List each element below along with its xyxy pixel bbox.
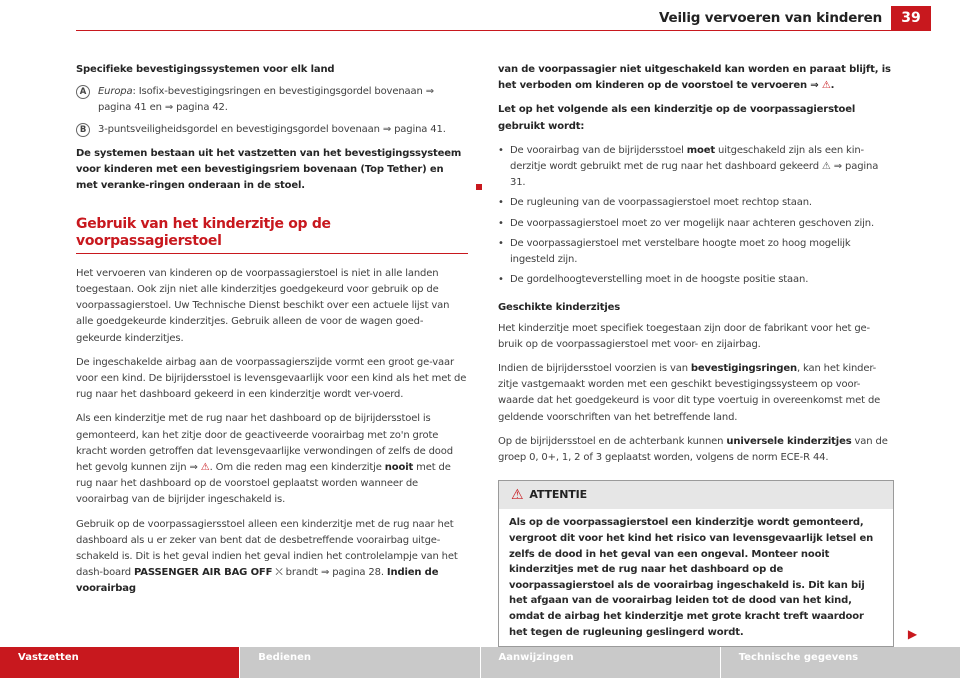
header-rule	[76, 30, 931, 31]
left-column	[76, 40, 468, 606]
item-text: 3-puntsveiligheidsgordel en bevestigingsgordel bovenaan ⇒ pagina 41.	[98, 123, 446, 135]
bullet-icon: •	[498, 217, 504, 229]
tab-bedienen[interactable]: Bedienen	[240, 647, 480, 678]
paragraph	[76, 411, 468, 508]
text-run-bold: PASSENGER AIR BAG OFF	[134, 567, 273, 579]
warning-icon[interactable]: ⚠	[821, 161, 831, 173]
text-run: . Om die reden mag een kinderzitje	[209, 462, 385, 474]
bullet-item	[498, 216, 894, 232]
paragraph	[498, 434, 894, 466]
paragraph: Het vervoeren van kinderen op de voorpassagierstoel is niet in alle landen toegestaan. Ook zijn niet alle kinderzitjes goedgekeurd voor gebruik op de voorpassagierstoel. Uw Technische Dienst beschikt over een actuele lijst van alle goedgekeurde kinderzitjes. Gebruik alleen de voor de wagen goed-gekeurde kinderzitjes.	[76, 267, 450, 344]
tab-vastzetten[interactable]: Vastzetten	[0, 647, 240, 678]
paragraph-bold	[498, 62, 894, 94]
letter-a-icon: A	[76, 85, 90, 99]
text-run-bold: nooit	[384, 462, 414, 474]
list-item-a	[76, 84, 468, 116]
list-item-text	[98, 84, 468, 116]
text-run-bold: universele kinderzitjes	[726, 435, 852, 447]
bullet-item	[498, 236, 894, 268]
text-run: met de rug naar het dashboard op de voorstoel geplaatst worden wanneer de voorairbag van de bijrijder ingeschakeld is.	[76, 462, 451, 506]
attention-box	[498, 480, 917, 647]
text-run: Gebruik op de voorpassagiersstoel alleen een kinderzitje met de rug naar het dashboard als u er zeker van bent dat de desbetreffende voorairbag uitge-schakeld is. Dit is het geval indien het geval indien het controlelampje van het dash-board	[76, 518, 458, 579]
airbag-off-icon: ⛌	[275, 567, 283, 579]
tab-aanwijzingen[interactable]: Aanwijzingen	[481, 647, 721, 678]
bullet-icon: •	[498, 144, 504, 156]
bullet-text: De voorpassagierstoel moet zo ver mogelijk naar achteren geschoven zijn.	[510, 217, 875, 229]
list-item-b	[76, 122, 468, 138]
bullet-icon: •	[498, 237, 504, 249]
paragraph	[498, 361, 894, 426]
bullet-item	[498, 272, 894, 288]
text-run: Indien de bijrijdersstoel voorzien is van	[498, 363, 691, 375]
bullet-icon: •	[498, 274, 504, 286]
attention-header	[499, 481, 893, 509]
sub-heading: Geschikte kinderzitjes	[498, 302, 621, 314]
continue-arrow-icon[interactable]: ▶	[907, 627, 917, 642]
section-title: Gebruik van het kinderzitje op de voorpassagierstoel	[76, 216, 468, 253]
text-run: uitgeschakeld zijn als een kin-derzitje wordt gebruikt met de rug naar het dashboard gekeerd	[510, 144, 864, 173]
bullet-text	[510, 143, 894, 192]
text-run-bold: van de voorpassagier niet uitgeschakeld kan worden en paraat blijft, is het verboden om kinderen op de voorstoel te vervoeren ⇒	[498, 64, 891, 92]
letter-b-icon: B	[76, 123, 90, 137]
text-run: Als een kinderzitje met de rug naar het dashboard op de bijrijdersstoel is gemonteerd, kan het zitje door de geactiveerde voorairbag met zo'n grote kracht worden getroffen dat levensgevaarlijke verwondingen of zelfs de dood het gevolg kunnen zijn ⇒	[76, 413, 453, 474]
section-end-marker	[476, 184, 482, 190]
text-run: Op de bijrijdersstoel en de achterbank kunnen	[498, 435, 727, 447]
text-run: .	[830, 80, 835, 92]
text-run: De voorairbag van de bijrijdersstoel	[510, 144, 687, 156]
text-run: ⇒ pagina 31.	[510, 161, 879, 189]
bullet-text: De gordelhoogteverstelling moet in de hoogste positie staan.	[510, 274, 809, 286]
bullet-item	[498, 195, 894, 211]
systems-bold-text: De systemen bestaan uit het vastzetten van het bevestigingssysteem voor kinderen met een bevestigingsriem bovenaan (Top Tether) en met veranke-ringen onderaan in de stoel.	[76, 147, 462, 192]
bullet-icon: •	[498, 197, 504, 209]
text-run: brandt ⇒ pagina 28.	[282, 567, 387, 579]
bullet-text: De rugleuning van de voorpassagierstoel moet rechtop staan.	[510, 197, 812, 209]
attention-text: Als op de voorpassagierstoel een kinderzitje wordt gemonteerd, vergroot dit voor het kind het risico van levensgevaarlijk letsel en zelfs de dood in het geval van een ongeval. Monteer nooit kinderzitjes met de rug naar het dashboard op de voorpassagierstoel als de voorairbag ingeschakeld is. Dit kan bij het afgaan van de voorairbag leiden tot de dood van het kind, omdat de airbag het kinderzitje met grote kracht treft waardoor het tegen de rugleuning geslingerd wordt.	[509, 517, 874, 638]
intro-heading: Specifieke bevestigingssystemen voor elk land	[76, 64, 335, 75]
paragraph-bold: Let op het volgende als een kinderzitje op de voorpassagierstoel gebruikt wordt:	[498, 104, 856, 132]
text-run: , kan het kinder-zitje vastgemaakt worden met een geschikt bevestigingssysteem op voor-waarde dat het goedgekeurd is voor dit type voertuig in overeenkomst met de geldende voorschriften van het betreffende land.	[498, 363, 881, 423]
text-run-bold: Indien de voorairbag	[76, 567, 439, 595]
page-number-badge: 39	[891, 6, 931, 30]
warning-triangle-icon: ⚠	[511, 487, 524, 504]
warning-icon[interactable]: ⚠	[821, 80, 831, 92]
item-label: Europa	[98, 86, 133, 98]
paragraph	[76, 517, 468, 598]
paragraph: De ingeschakelde airbag aan de voorpassagierszijde vormt een groot ge-vaar voor een kind. De bijrijdersstoel is levensgevaarlijk voor een kind als het met de rug naar het dashboard gekeerd in een kinderzitje wordt ver-voerd.	[76, 356, 467, 401]
bullet-text: De voorpassagierstoel met verstelbare hoogte moet zo hoog mogelijk ingesteld zijn.	[510, 237, 851, 266]
footer-tab-bar	[0, 647, 960, 678]
attention-title: ATTENTIE	[529, 488, 587, 502]
tab-technische-gegevens[interactable]: Technische gegevens	[721, 647, 960, 678]
page-header-title: Veilig vervoeren van kinderen	[659, 10, 882, 26]
paragraph: Het kinderzitje moet specifiek toegestaan zijn door de fabrikant voor het ge-bruik op de voorpassagierstoel met voor- en zijairbag.	[498, 322, 870, 350]
text-run-bold: bevestigingsringen	[690, 363, 797, 375]
systems-bold-paragraph	[76, 146, 468, 195]
item-text: : Isofix-bevestigingsringen en bevestigingsgordel bovenaan ⇒ pagina 41 en ⇒ pagina 42.	[98, 86, 434, 114]
warning-icon[interactable]: ⚠	[200, 462, 210, 474]
right-column	[498, 40, 917, 647]
text-run: van de groep 0, 0+, 1, 2 of 3 geplaatst worden, volgens de norm ECE-R 44.	[498, 435, 888, 464]
bullet-item	[498, 143, 894, 192]
text-run-bold: moet	[686, 144, 716, 156]
